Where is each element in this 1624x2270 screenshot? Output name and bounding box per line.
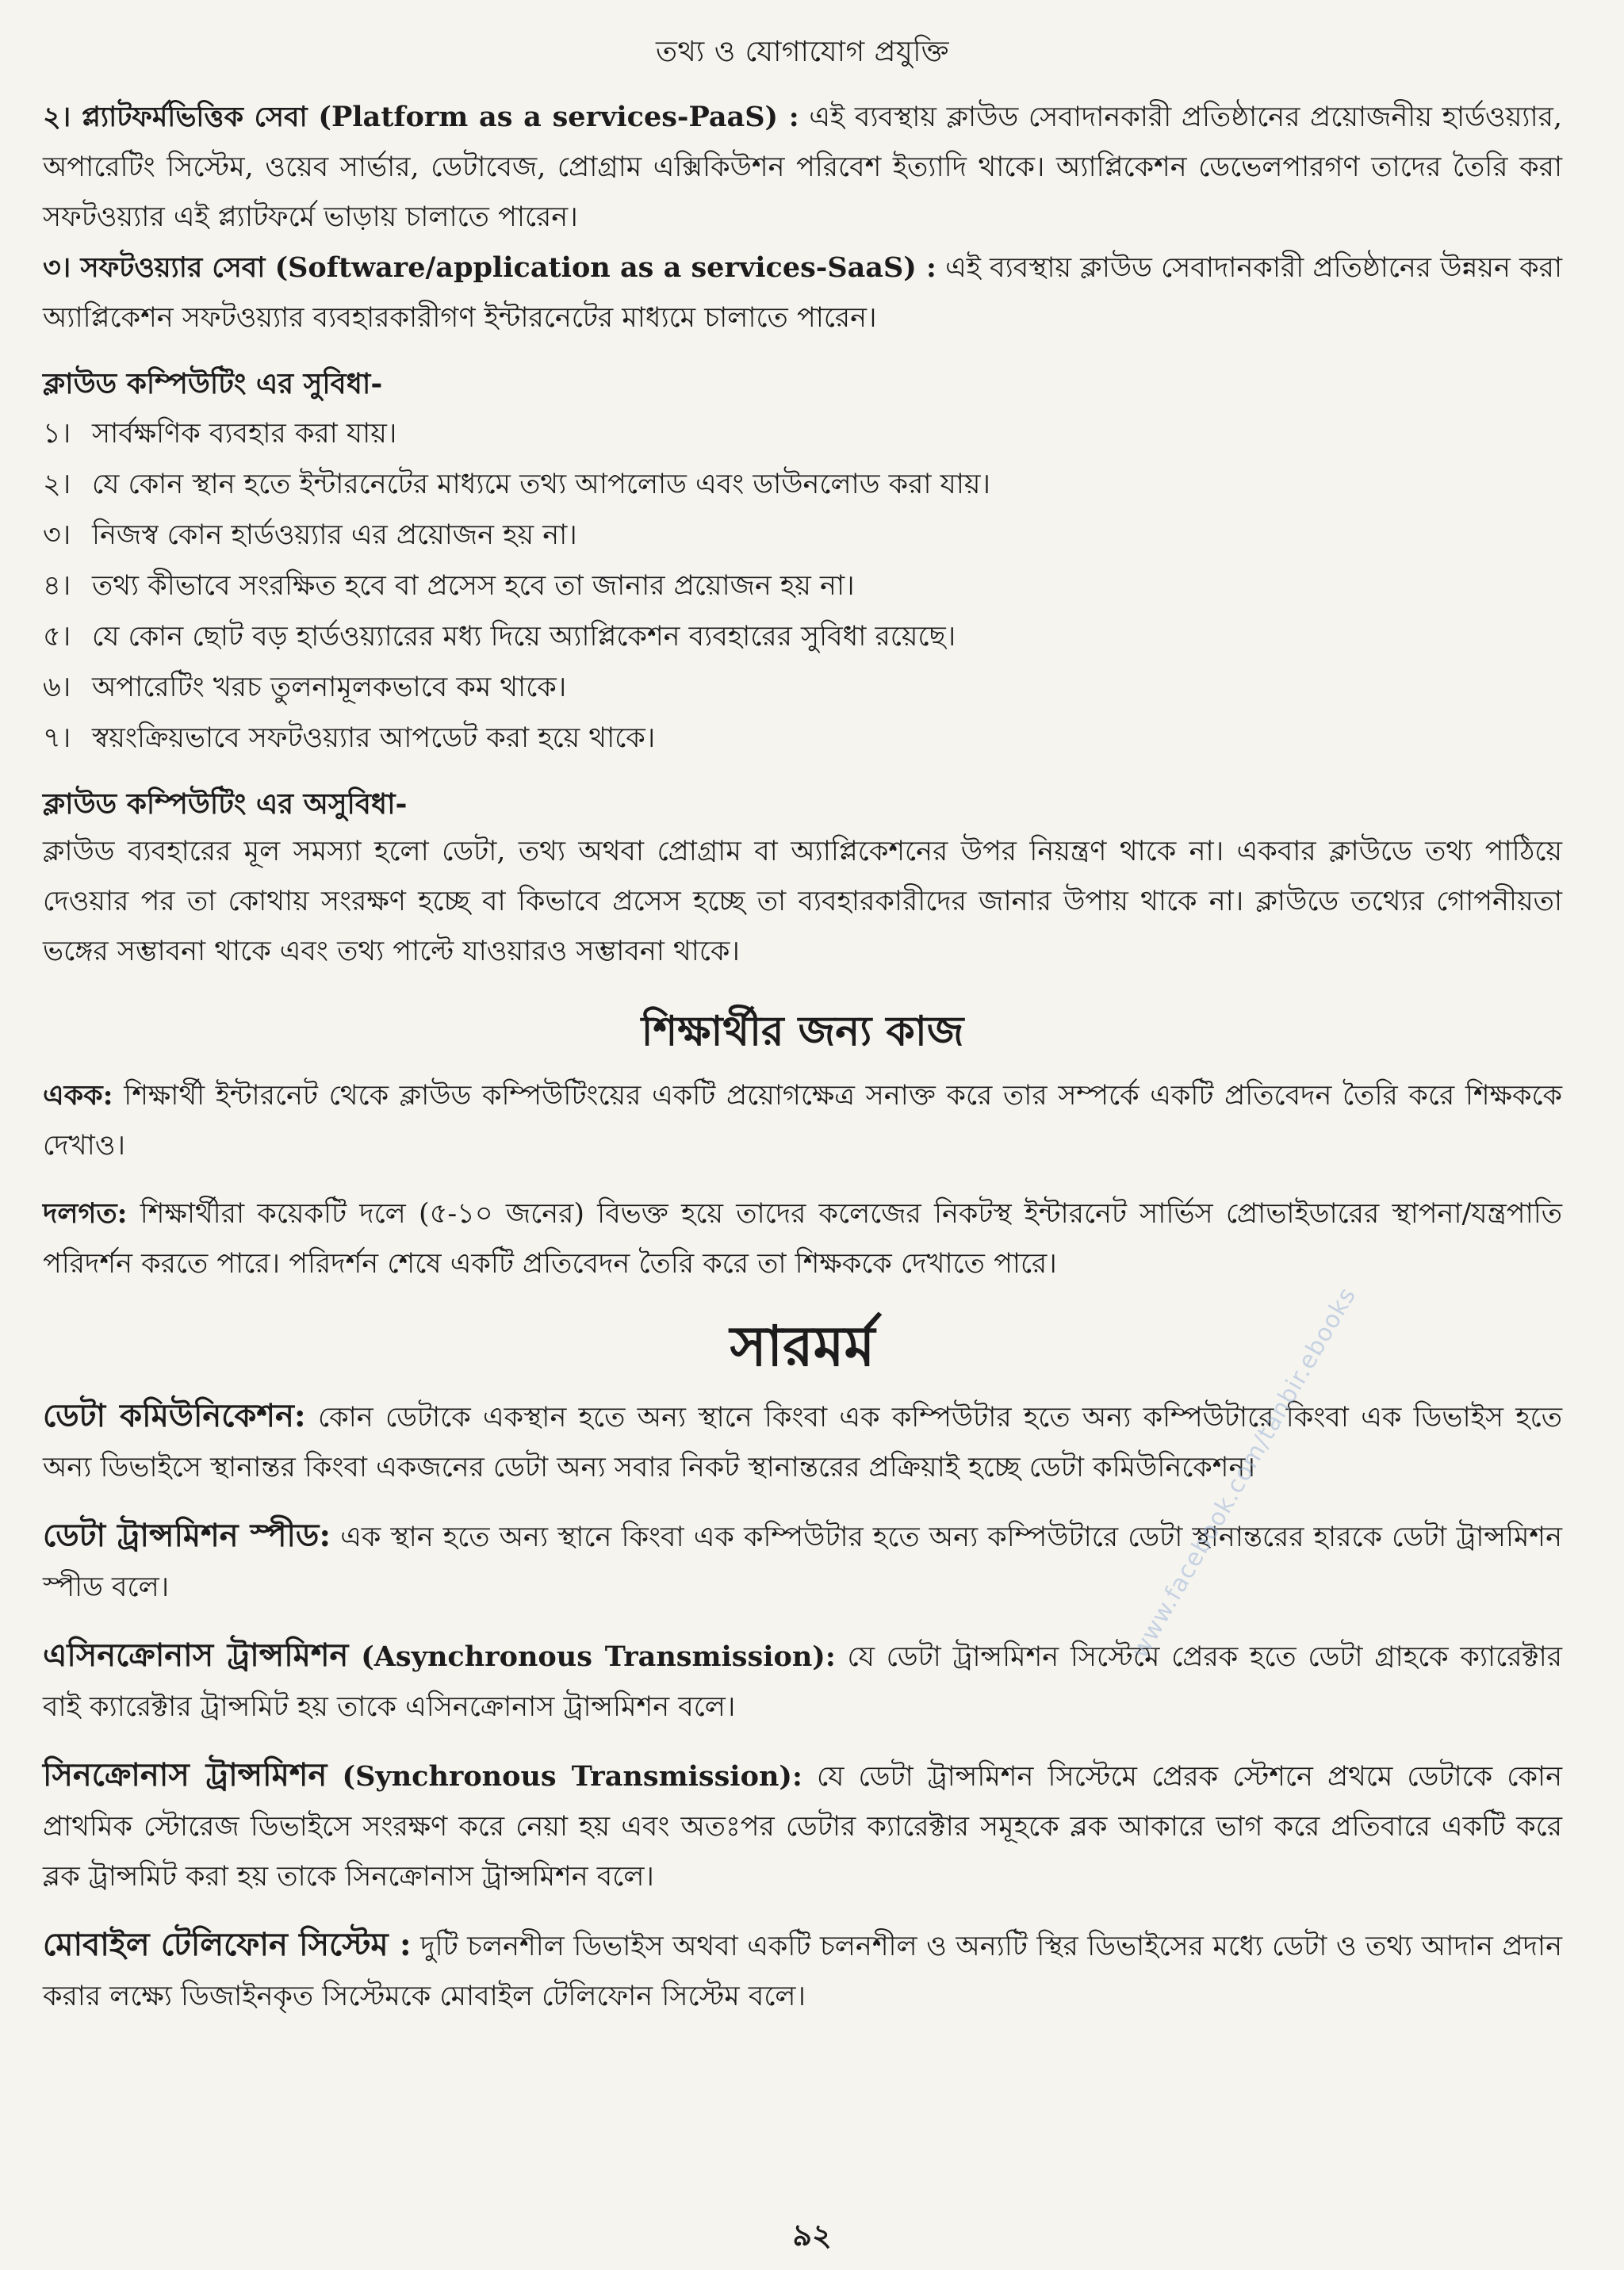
summary-item [43,1750,1562,1902]
summary-definition: দুটি চলনশীল ডিভাইস অথবা একটি চলনশীল ও অন্যটি স্থির ডিভাইসের মধ্যে ডেটা ও তথ্য আদান প্রদান করার লক্ষ্যে ডিজাইনকৃত সিস্টেমকে মোবাইল টেলিফোন সিস্টেম বলে। [43,1931,1562,2012]
list-item-number: ১। [43,418,71,450]
task-individual [43,1070,1562,1171]
summary-section-title: সারমর্ম [730,1313,875,1379]
summary-item [43,1920,1562,2022]
summary-definition: কোন ডেটাকে একস্থান হতে অন্য স্থানে কিংবা এক কম্পিউটার হতে অন্য কম্পিউটারে কিংবা এক ডিভাইস হতে অন্য ডিভাইসে স্থানান্তর কিংবা একজনের ডেটা অন্য সবার নিকট স্থানান্তরের প্রক্রিয়াই হচ্ছে ডেটা কমিউনিকেশন। [43,1402,1562,1483]
list-item [43,662,1562,713]
summary-definition: এক স্থান হতে অন্য স্থানে কিংবা এক কম্পিউটার হতে অন্য কম্পিউটারে ডেটা স্থানান্তরের হারকে ডেটা ট্রান্সমিশন স্পীড বলে। [43,1522,1563,1603]
summary-term: মোবাইল টেলিফোন সিস্টেম : [43,1926,412,1963]
summary-definition: যে ডেটা ট্রান্সমিশন সিস্টেমে প্রেরক স্টেশনে প্রথমে ডেটাকে কোন প্রাথমিক স্টোরেজ ডিভাইসে সংরক্ষণ করে নেয়া হয় এবং অতঃপর ডেটার ক্যারেক্টার সমূহকে ব্লক আকারে ভাগ করে প্রতিবারে একটি করে ব্লক ট্রান্সমিট করা হয় তাকে সিনক্রোনাস ট্রান্সমিশন বলে। [43,1761,1562,1893]
list-item [43,561,1562,611]
list-item-number: ৭। [43,722,71,754]
saas-lead: ৩। সফটওয়্যার সেবা (Software/application as a services-SaaS) : [43,251,936,284]
task-group-lead: দলগত: [43,1197,128,1230]
advantages-list [43,408,1562,764]
task-individual-text: শিক্ষার্থী ইন্টারনেট থেকে ক্লাউড কম্পিউটিংয়ের একটি প্রয়োগক্ষেত্র সনাক্ত করে তার সম্পর্কে একটি প্রতিবেদন তৈরি করে শিক্ষককে দেখাও। [43,1080,1562,1162]
task-group [43,1189,1562,1289]
list-item-number: ৪। [43,570,71,602]
summary-term: ডেটা কমিউনিকেশন: [43,1397,306,1434]
task-individual-lead: একক: [43,1079,113,1112]
list-item-number: ৩। [43,519,71,551]
summary-definition: যে ডেটা ট্রান্সমিশন সিস্টেমে প্রেরক হতে ডেটা গ্রাহকে ক্যারেক্টার বাই ক্যারেক্টার ট্রান্সমিট হয় তাকে এসিনক্রোনাস ট্রান্সমিশন বলে। [43,1641,1562,1723]
advantages-heading: ক্লাউড কম্পিউটিং এর সুবিধা- [43,367,383,400]
summary-item [43,1510,1562,1613]
list-item [43,408,1562,459]
paas-text: এই ব্যবস্থায় ক্লাউড সেবাদানকারী প্রতিষ্ঠানের প্রয়োজনীয় হার্ডওয়্যার, অপারেটিং সিস্টেম, ওয়েব সার্ভার, ডেটাবেজ, প্রোগ্রাম এক্সিকিউশন পরিবেশ ইত্যাদি থাকে। অ্যাপ্লিকেশন ডেভেলপারগণ তাদের তৈরি করা সফটওয়্যার এই প্ল্যাটফর্মে ভাড়ায় চালাতে পারেন। [43,101,1562,233]
list-item [43,459,1562,510]
list-item-text: স্বয়ংক্রিয়ভাবে সফটওয়্যার আপডেট করা হয়ে থাকে। [92,722,656,754]
summary-term-english: (Synchronous Transmission): [327,1760,802,1793]
list-item-number: ৫। [43,621,71,653]
summary-item [43,1391,1562,1493]
page-number: ৯২ [792,2217,832,2253]
saas-text: এই ব্যবস্থায় ক্লাউড সেবাদানকারী প্রতিষ্ঠানের উন্নয়ন করা অ্যাপ্লিকেশন সফটওয়্যার ব্যবহারকারীগণ ইন্টারনেটের মাধ্যমে চালাতে পারেন। [43,252,1562,334]
summary-term: সিনক্রোনাস ট্রান্সমিশন [43,1756,327,1793]
summary-term: এসিনক্রোনাস ট্রান্সমিশন [43,1636,349,1674]
list-item [43,713,1562,764]
list-item-number: ২। [43,469,71,500]
summary-term-english: (Asynchronous Transmission): [348,1640,836,1673]
spacer [43,1732,1562,1750]
spacer [43,1902,1562,1920]
list-item-text: নিজস্ব কোন হার্ডওয়্যার এর প্রয়োজন হয় না। [92,519,577,551]
task-section-title: শিক্ষার্থীর জন্য কাজ [641,1007,964,1055]
disadvantages-heading: ক্লাউড কম্পিউটিং এর অসুবিধা- [43,787,408,821]
paas-paragraph [43,92,1562,243]
list-item [43,510,1562,561]
disadvantages-paragraph: ক্লাউড ব্যবহারের মূল সমস্যা হলো ডেটা, তথ্য অথবা প্রোগ্রাম বা অ্যাপ্লিকেশনের উপর নিয়ন্ত্রণ থাকে না। একবার ক্লাউডে তথ্য পাঠিয়ে দেওয়ার পর তা কোথায় সংরক্ষণ হচ্ছে বা কিভাবে প্রসেস হচ্ছে তা ব্যবহারকারীদের জানার উপায় থাকে না। ক্লাউডে তথ্যের গোপনীয়তা ভঙ্গের সম্ভাবনা থাকে এবং তথ্য পাল্টে যাওয়ারও সম্ভাবনা থাকে। [43,836,1562,967]
saas-paragraph [43,243,1562,343]
list-item-text: যে কোন স্থান হতে ইন্টারনেটের মাধ্যমে তথ্য আপলোড এবং ডাউনলোড করা যায়। [92,469,991,500]
running-header: তথ্য ও যোগাযোগ প্রযুক্তি [655,36,950,68]
spacer [43,1613,1562,1630]
list-item-text: যে কোন ছোট বড় হার্ডওয়্যারের মধ্য দিয়ে অ্যাপ্লিকেশন ব্যবহারের সুবিধা রয়েছে। [92,621,956,653]
watermark: www.facebook.com/tanbir.ebooks [1126,1282,1362,1663]
spacer [43,1493,1562,1510]
list-item-text: তথ্য কীভাবে সংরক্ষিত হবে বা প্রসেস হবে তা জানার প্রয়োজন হয় না। [92,570,855,602]
summary-term: ডেটা ট্রান্সমিশন স্পীড: [43,1517,331,1554]
list-item [43,611,1562,662]
spacer [43,1171,1562,1189]
list-item-text: অপারেটিং খরচ তুলনামূলকভাবে কম থাকে। [92,672,567,703]
paas-lead: ২। প্ল্যাটফর্মভিত্তিক সেবা (Platform as a services-PaaS) : [43,101,799,133]
task-group-text: শিক্ষার্থীরা কয়েকটি দলে (৫-১০ জনের) বিভক্ত হয়ে তাদের কলেজের নিকটস্থ ইন্টারনেট সার্ভিস প্রোভাইডারের স্থাপনা/যন্ত্রপাতি পরিদর্শন করতে পারে। পরিদর্শন শেষে একটি প্রতিবেদন তৈরি করে তা শিক্ষককে দেখাতে পারে। [43,1198,1562,1280]
list-item-text: সার্বক্ষণিক ব্যবহার করা যায়। [92,418,397,450]
summary-item [43,1630,1562,1732]
list-item-number: ৬। [43,672,71,703]
